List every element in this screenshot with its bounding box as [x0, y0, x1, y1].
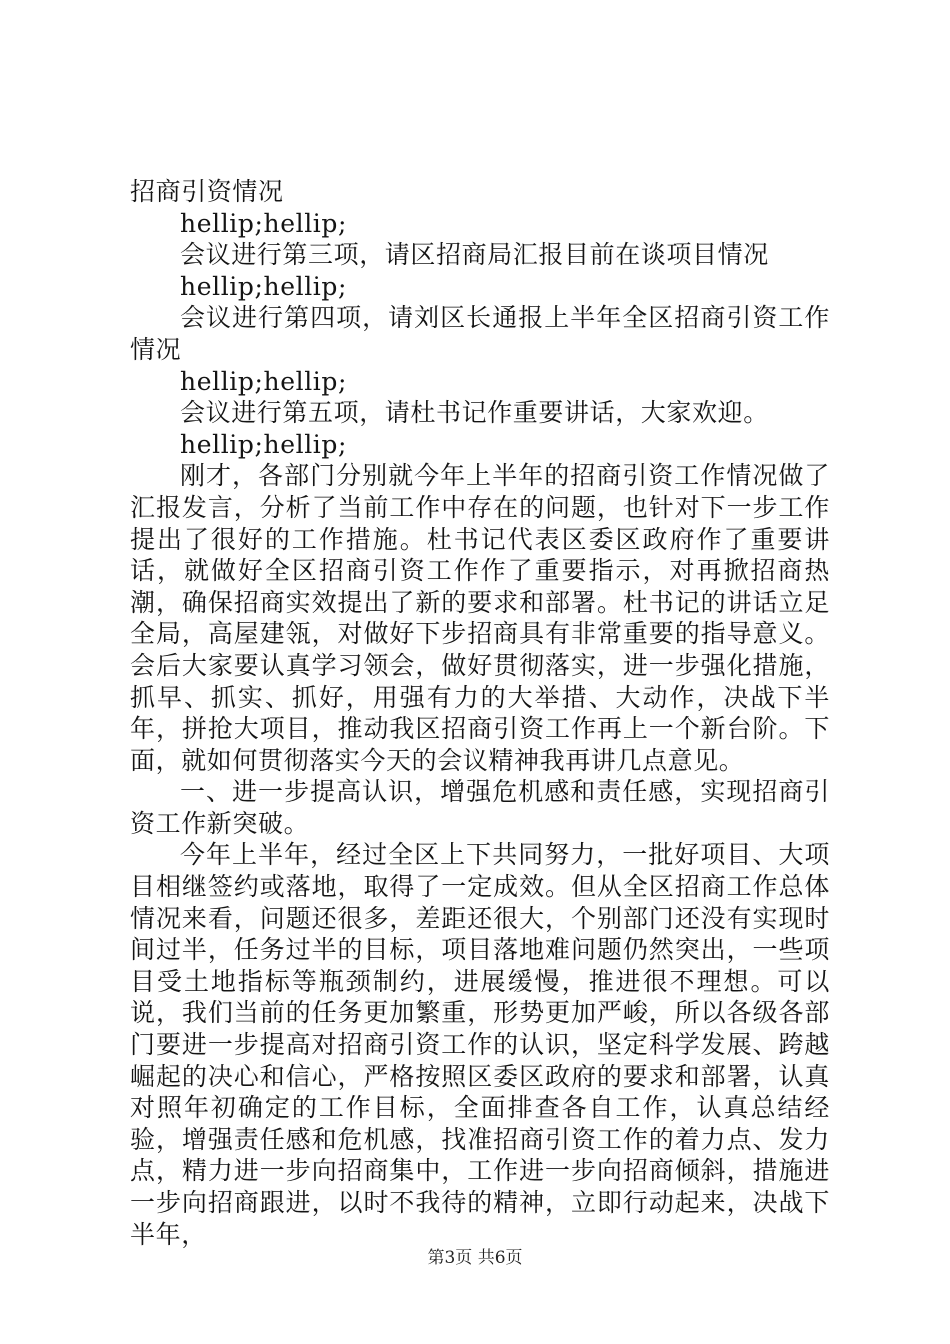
- paragraph-ellipsis: hellip;hellip;: [180, 366, 348, 396]
- document-body: [130, 176, 830, 1250]
- paragraph-ellipsis: hellip;hellip;: [180, 208, 348, 238]
- paragraph-ellipsis: hellip;hellip;: [180, 429, 348, 459]
- paragraph-item-five: 会议进行第五项，请杜书记作重要讲话，大家欢迎。: [180, 398, 769, 428]
- paragraph-item-four: 会议进行第四项，请刘区长通报上半年全区招商引资工作情况: [130, 303, 830, 364]
- paragraph-summary: 刚才，各部门分别就今年上半年的招商引资工作情况做了汇报发言，分析了当前工作中存在的问题，也针对下一步工作提出了很好的工作措施。杜书记代表区委区政府作了重要讲话，就做好全区招商引资工作作了重要指示，对再掀招商热潮，确保招商实效提出了新的要求和部署。杜书记的讲话立足全局，高屋建瓴，对做好下步招商具有非常重要的指导意义。会后大家要认真学习领会，做好贯彻落实，进一步强化措施，抓早、抓实、抓好，用强有力的大举措、大动作，决战下半年，拼抢大项目，推动我区招商引资工作再上一个新台阶。下面，就如何贯彻落实今天的会议精神我再讲几点意见。: [130, 461, 830, 775]
- section-heading-one: 一、进一步提高认识，增强危机感和责任感，实现招商引资工作新突破。: [130, 777, 830, 838]
- page-number-footer: 第3页 共6页: [427, 1248, 523, 1268]
- paragraph-item-three: 会议进行第三项，请区招商局汇报目前在谈项目情况: [180, 240, 769, 270]
- paragraph-body: 今年上半年，经过全区上下共同努力，一批好项目、大项目相继签约或落地，取得了一定成效。但从全区招商工作总体情况来看，问题还很多，差距还很大，个别部门还没有实现时间过半，任务过半的目标，项目落地难问题仍然突出，一些项目受土地指标等瓶颈制约，进展缓慢，推进很不理想。可以说，我们当前的任务更加繁重，形势更加严峻，所以各级各部门要进一步提高对招商引资工作的认识，坚定科学发展、跨越崛起的决心和信心，严格按照区委区政府的要求和部署，认真对照年初确定的工作目标，全面排查各自工作，认真总结经验，增强责任感和危机感，找准招商引资工作的着力点、发力点，精力进一步向招商集中，工作进一步向招商倾斜，措施进一步向招商跟进，以时不我待的精神，立即行动起来，决战下半年，: [130, 840, 830, 1249]
- paragraph-ellipsis: hellip;hellip;: [180, 271, 348, 301]
- paragraph-heading-continuation: 招商引资情况: [130, 177, 284, 206]
